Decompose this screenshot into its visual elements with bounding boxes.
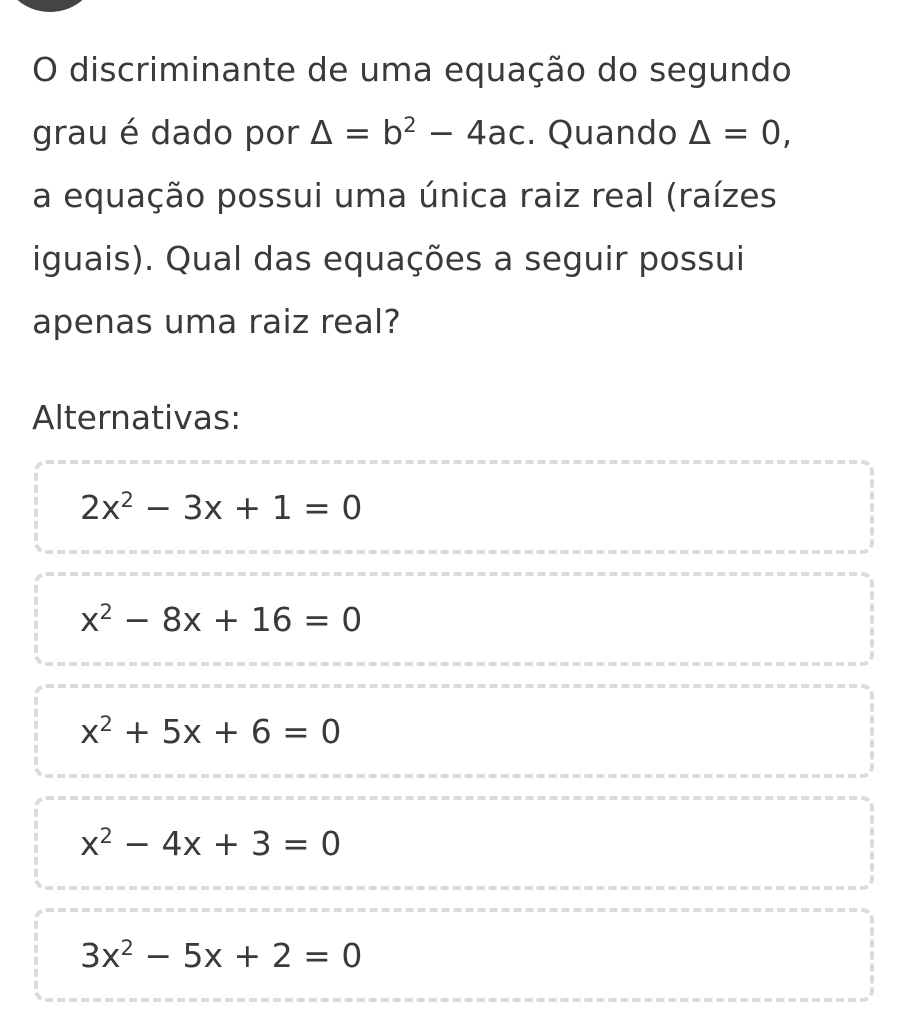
- option-e[interactable]: [34, 908, 874, 1002]
- question-line: apenas uma raiz real?: [32, 302, 402, 341]
- question-text-segment: . Quando: [526, 113, 689, 152]
- option-equation: [80, 712, 341, 751]
- question-line: iguais). Qual das equações a seguir possui: [32, 239, 746, 278]
- question-text-segment: ,: [781, 113, 793, 152]
- equation-exponent: 2: [120, 487, 134, 512]
- question-line: [32, 101, 882, 164]
- formula-part: Δ = b: [310, 113, 404, 152]
- equation-part: x: [80, 711, 100, 751]
- option-equation: [80, 936, 362, 975]
- option-c[interactable]: [34, 684, 874, 778]
- equation-part: x: [80, 599, 100, 639]
- equation-part: − 4x + 3 = 0: [112, 823, 342, 863]
- question-line: a equação possui uma única raiz real (raízes: [32, 176, 778, 215]
- equation-exponent: 2: [99, 711, 113, 736]
- question-text: [32, 38, 882, 353]
- discriminant-zero: Δ = 0: [688, 113, 782, 152]
- avatar: [0, 0, 100, 12]
- equation-part: − 3x + 1 = 0: [133, 487, 363, 527]
- equation-exponent: 2: [120, 935, 134, 960]
- equation-part: x: [80, 823, 100, 863]
- equation-part: − 5x + 2 = 0: [133, 935, 363, 975]
- equation-part: 3x: [80, 935, 121, 975]
- equation-part: 2x: [80, 487, 121, 527]
- option-equation: [80, 824, 341, 863]
- option-b[interactable]: [34, 572, 874, 666]
- equation-part: + 5x + 6 = 0: [112, 711, 342, 751]
- option-equation: [80, 600, 362, 639]
- option-d[interactable]: [34, 796, 874, 890]
- discriminant-formula: [310, 113, 526, 152]
- options-list: [34, 460, 874, 1002]
- equation-exponent: 2: [99, 823, 113, 848]
- equation-exponent: 2: [99, 599, 113, 624]
- formula-part: − 4ac: [416, 113, 527, 152]
- option-a[interactable]: [34, 460, 874, 554]
- alternatives-label: Alternativas:: [32, 398, 242, 437]
- question-line: O discriminante de uma equação do segundo: [32, 50, 792, 89]
- option-equation: [80, 488, 362, 527]
- equation-part: − 8x + 16 = 0: [112, 599, 363, 639]
- question-text-segment: grau é dado por: [32, 113, 311, 152]
- formula-exponent: 2: [403, 113, 417, 137]
